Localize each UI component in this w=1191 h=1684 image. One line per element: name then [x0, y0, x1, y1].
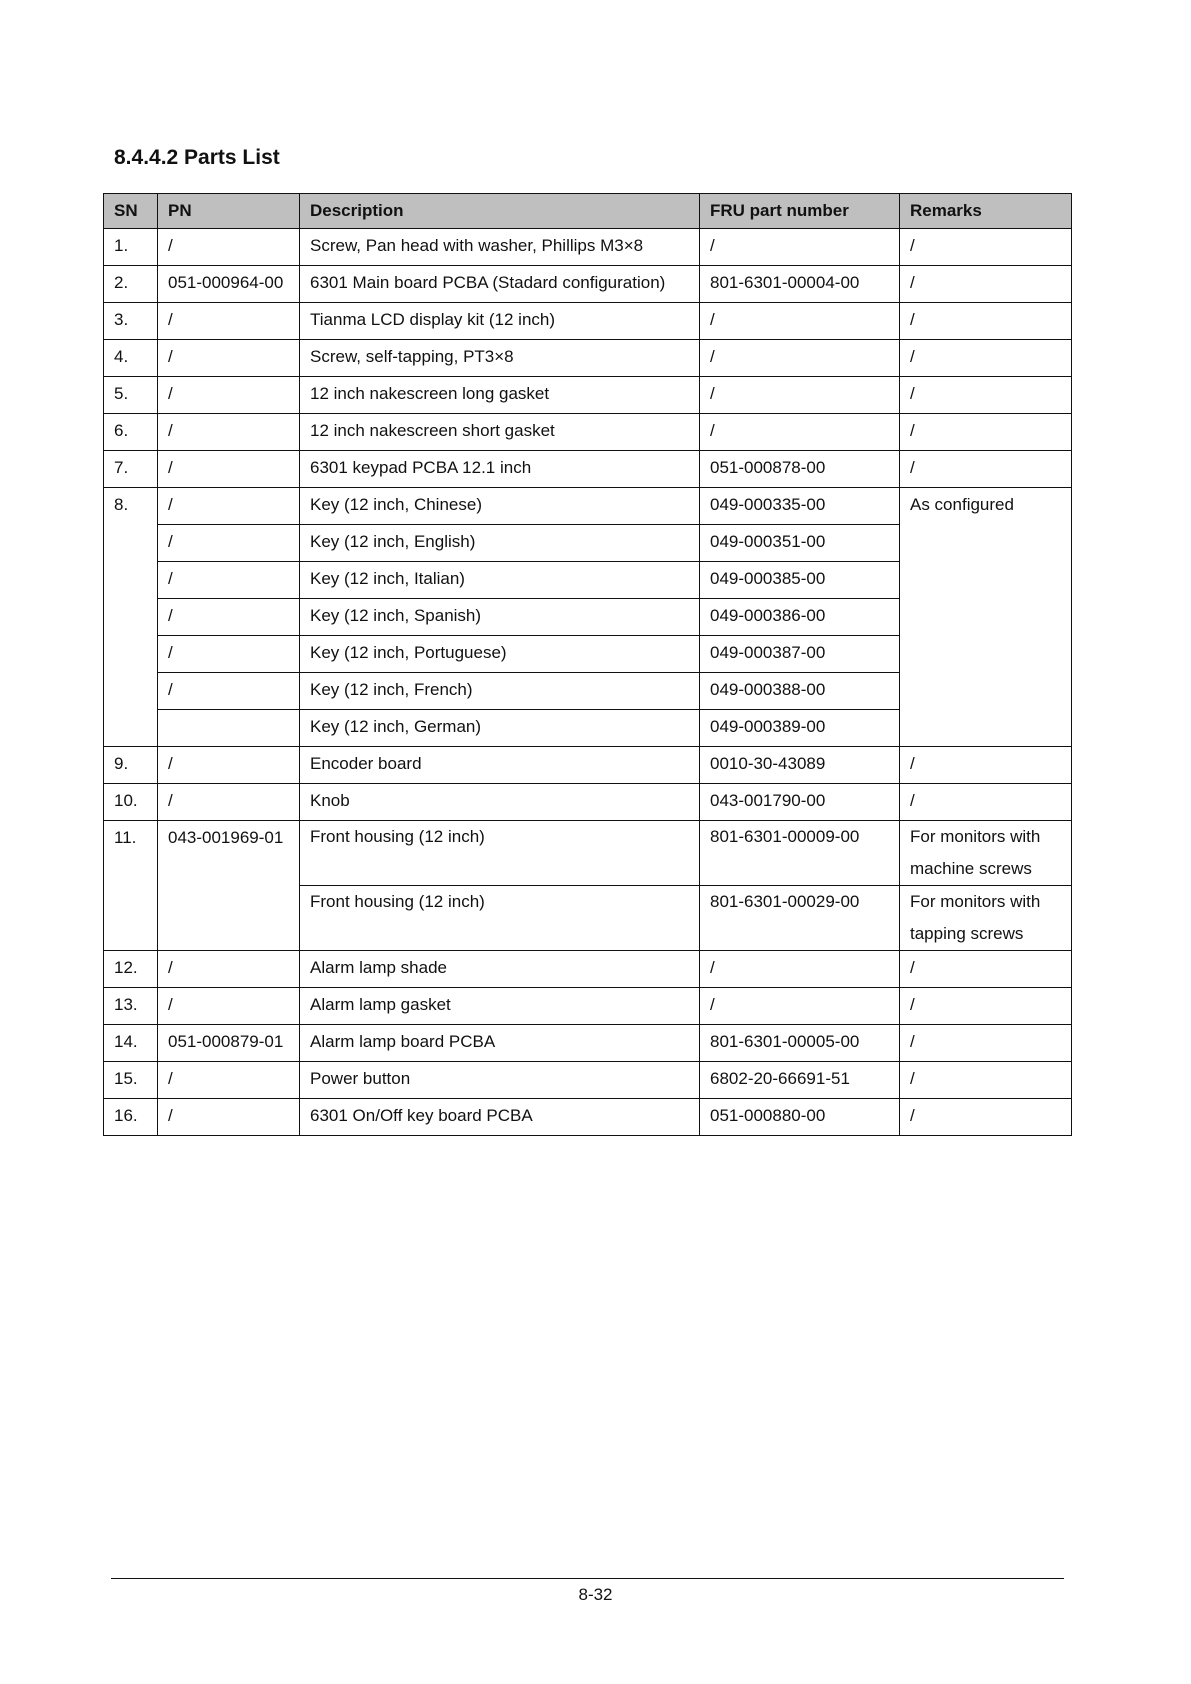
- footer-divider: [111, 1578, 1064, 1579]
- table-row: [104, 988, 1072, 1025]
- cell-remarks: /: [900, 951, 1072, 988]
- table-row: [104, 821, 1072, 886]
- table-row: [104, 784, 1072, 821]
- table-header-row: [104, 194, 1072, 229]
- cell-pn: 051-000879-01: [158, 1025, 300, 1062]
- cell-remarks: /: [900, 747, 1072, 784]
- cell-remarks: /: [900, 266, 1072, 303]
- table-row: [104, 1099, 1072, 1136]
- cell-sn: 16.: [104, 1099, 158, 1136]
- cell-sn: 14.: [104, 1025, 158, 1062]
- cell-sn: 13.: [104, 988, 158, 1025]
- cell-pn: /: [158, 951, 300, 988]
- column-header-description: Description: [300, 194, 700, 229]
- cell-remarks: /: [900, 451, 1072, 488]
- table-row: [104, 451, 1072, 488]
- parts-table: [103, 193, 1072, 1136]
- cell-pn: /: [158, 303, 300, 340]
- cell-fru: 801-6301-00029-00: [700, 886, 900, 951]
- cell-sn: 2.: [104, 266, 158, 303]
- cell-pn: /: [158, 340, 300, 377]
- cell-remarks: /: [900, 784, 1072, 821]
- cell-fru: 049-000385-00: [700, 562, 900, 599]
- cell-description: Encoder board: [300, 747, 700, 784]
- cell-fru: 801-6301-00004-00: [700, 266, 900, 303]
- cell-description: 12 inch nakescreen long gasket: [300, 377, 700, 414]
- cell-pn: /: [158, 525, 300, 562]
- table-row: [104, 1062, 1072, 1099]
- cell-remarks: /: [900, 1099, 1072, 1136]
- cell-fru: 049-000386-00: [700, 599, 900, 636]
- cell-description: Front housing (12 inch): [300, 821, 700, 886]
- cell-pn: /: [158, 562, 300, 599]
- cell-fru: /: [700, 414, 900, 451]
- cell-remarks: /: [900, 1062, 1072, 1099]
- cell-fru: /: [700, 951, 900, 988]
- cell-remarks: /: [900, 988, 1072, 1025]
- table-row: [104, 266, 1072, 303]
- cell-description: 6301 keypad PCBA 12.1 inch: [300, 451, 700, 488]
- cell-fru: 049-000389-00: [700, 710, 900, 747]
- cell-description: Key (12 inch, French): [300, 673, 700, 710]
- cell-description: Front housing (12 inch): [300, 886, 700, 951]
- cell-sn: 7.: [104, 451, 158, 488]
- cell-fru: /: [700, 377, 900, 414]
- cell-description: Key (12 inch, Spanish): [300, 599, 700, 636]
- cell-fru: 049-000351-00: [700, 525, 900, 562]
- cell-description: Screw, self-tapping, PT3×8: [300, 340, 700, 377]
- cell-description: Power button: [300, 1062, 700, 1099]
- cell-description: Knob: [300, 784, 700, 821]
- cell-remarks: /: [900, 340, 1072, 377]
- cell-remarks: As configured: [900, 488, 1072, 747]
- cell-fru: 6802-20-66691-51: [700, 1062, 900, 1099]
- cell-remarks: For monitors with tapping screws: [900, 886, 1072, 951]
- cell-remarks: For monitors with machine screws: [900, 821, 1072, 886]
- column-header-remarks: Remarks: [900, 194, 1072, 229]
- cell-fru: /: [700, 988, 900, 1025]
- cell-fru: 049-000335-00: [700, 488, 900, 525]
- table-row: [104, 951, 1072, 988]
- cell-remarks: /: [900, 414, 1072, 451]
- cell-sn: 11.: [104, 821, 158, 951]
- cell-sn: 12.: [104, 951, 158, 988]
- cell-fru: 051-000878-00: [700, 451, 900, 488]
- cell-pn: /: [158, 673, 300, 710]
- column-header-sn: SN: [104, 194, 158, 229]
- cell-sn: 15.: [104, 1062, 158, 1099]
- cell-description: 6301 Main board PCBA (Stadard configuration): [300, 266, 700, 303]
- cell-sn: 3.: [104, 303, 158, 340]
- table-row: [104, 747, 1072, 784]
- cell-fru: 801-6301-00009-00: [700, 821, 900, 886]
- cell-pn: /: [158, 599, 300, 636]
- cell-fru: /: [700, 229, 900, 266]
- cell-remarks: /: [900, 1025, 1072, 1062]
- cell-sn: 4.: [104, 340, 158, 377]
- cell-description: Key (12 inch, English): [300, 525, 700, 562]
- cell-description: Key (12 inch, Chinese): [300, 488, 700, 525]
- cell-description: Alarm lamp board PCBA: [300, 1025, 700, 1062]
- table-row: [104, 414, 1072, 451]
- section-title: 8.4.4.2 Parts List: [114, 146, 280, 169]
- cell-pn: /: [158, 784, 300, 821]
- cell-fru: 049-000388-00: [700, 673, 900, 710]
- table-row: [104, 488, 1072, 525]
- cell-pn: 051-000964-00: [158, 266, 300, 303]
- cell-fru: 0010-30-43089: [700, 747, 900, 784]
- cell-sn: 6.: [104, 414, 158, 451]
- cell-sn: 5.: [104, 377, 158, 414]
- cell-remarks: /: [900, 377, 1072, 414]
- cell-pn: 043-001969-01: [158, 821, 300, 951]
- cell-pn: /: [158, 451, 300, 488]
- cell-sn: 10.: [104, 784, 158, 821]
- cell-pn: /: [158, 636, 300, 673]
- cell-pn: /: [158, 414, 300, 451]
- cell-description: Alarm lamp shade: [300, 951, 700, 988]
- cell-pn: /: [158, 747, 300, 784]
- cell-pn: /: [158, 1099, 300, 1136]
- cell-sn: 9.: [104, 747, 158, 784]
- table-row: [104, 303, 1072, 340]
- cell-fru: /: [700, 340, 900, 377]
- column-header-fru-part-number: FRU part number: [700, 194, 900, 229]
- cell-fru: 049-000387-00: [700, 636, 900, 673]
- table-row: [104, 377, 1072, 414]
- cell-description: Tianma LCD display kit (12 inch): [300, 303, 700, 340]
- cell-description: Key (12 inch, German): [300, 710, 700, 747]
- column-header-pn: PN: [158, 194, 300, 229]
- cell-sn: 8.: [104, 488, 158, 747]
- cell-description: Screw, Pan head with washer, Phillips M3×8: [300, 229, 700, 266]
- cell-description: Key (12 inch, Portuguese): [300, 636, 700, 673]
- cell-description: 12 inch nakescreen short gasket: [300, 414, 700, 451]
- cell-remarks: /: [900, 303, 1072, 340]
- table-row: [104, 1025, 1072, 1062]
- table-row: [104, 229, 1072, 266]
- cell-pn: /: [158, 488, 300, 525]
- cell-pn: /: [158, 988, 300, 1025]
- table-row: [104, 340, 1072, 377]
- cell-fru: /: [700, 303, 900, 340]
- cell-fru: 801-6301-00005-00: [700, 1025, 900, 1062]
- cell-pn: /: [158, 377, 300, 414]
- cell-pn: /: [158, 229, 300, 266]
- cell-pn: /: [158, 1062, 300, 1099]
- cell-description: 6301 On/Off key board PCBA: [300, 1099, 700, 1136]
- page-number: 8-32: [578, 1585, 613, 1604]
- cell-pn: [158, 710, 300, 747]
- cell-fru: 051-000880-00: [700, 1099, 900, 1136]
- cell-remarks: /: [900, 229, 1072, 266]
- cell-sn: 1.: [104, 229, 158, 266]
- cell-fru: 043-001790-00: [700, 784, 900, 821]
- cell-description: Key (12 inch, Italian): [300, 562, 700, 599]
- cell-description: Alarm lamp gasket: [300, 988, 700, 1025]
